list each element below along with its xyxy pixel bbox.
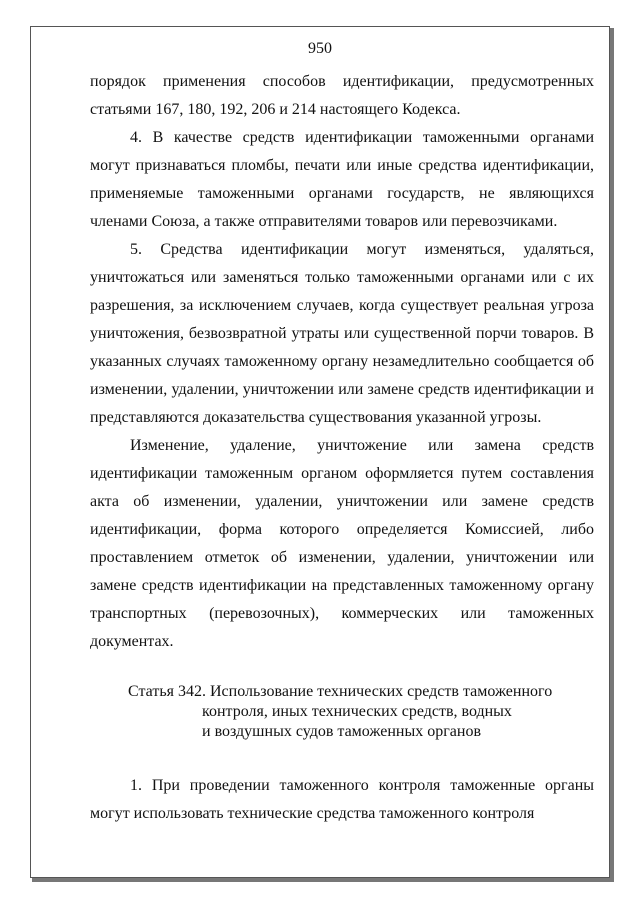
paragraph-2: 4. В качестве средств идентификации таможенными органами могут признаваться пломбы, печати или иные средства идентификации, применяемые таможенными органами государств, не являющихся членами Союза, а также отправителями товаров или перевозчиками. [90, 129, 594, 230]
paragraph-4: Изменение, удаление, уничтожение или замена средств идентификации таможенным органом оформляется путем составления акта об изменении, удалении, уничтожении или замене средств идентификации, форма которого определяется Комиссией, либо проставлением отметок об изменении, удалении, уничтожении или замене средств идентификации на представленных таможенному органу транспортных (перевозочных), коммерческих или таможенных документах. [90, 437, 594, 650]
article-heading-line-1: Статья 342. Использование технических средств таможенного [128, 683, 553, 700]
paragraph-5: 1. При проведении таможенного контроля таможенные органы могут использовать технические средства таможенного контроля [90, 777, 594, 822]
article-heading-line-3: и воздушных судов таможенных органов [202, 723, 482, 740]
article-heading-line-2: контроля, иных технических средств, водных [202, 703, 512, 720]
paragraph-1: порядок применения способов идентификации, предусмотренных статьями 167, 180, 192, 206 и 214 настоящего Кодекса. [90, 73, 594, 118]
document-body [90, 68, 594, 828]
paragraph-3: 5. Средства идентификации могут изменяться, удаляться, уничтожаться или заменяться только таможенными органами или с их разрешения, за исключением случаев, когда существует реальная угроза уничтожения, безвозвратной утраты или существенной порчи товаров. В указанных случаях таможенному органу незамедлительно сообщается об изменении, удалении, уничтожении или замене средств идентификации и представляются доказательства существования указанной угрозы. [90, 241, 594, 426]
article-heading [90, 682, 594, 742]
page-number: 950 [308, 40, 332, 57]
